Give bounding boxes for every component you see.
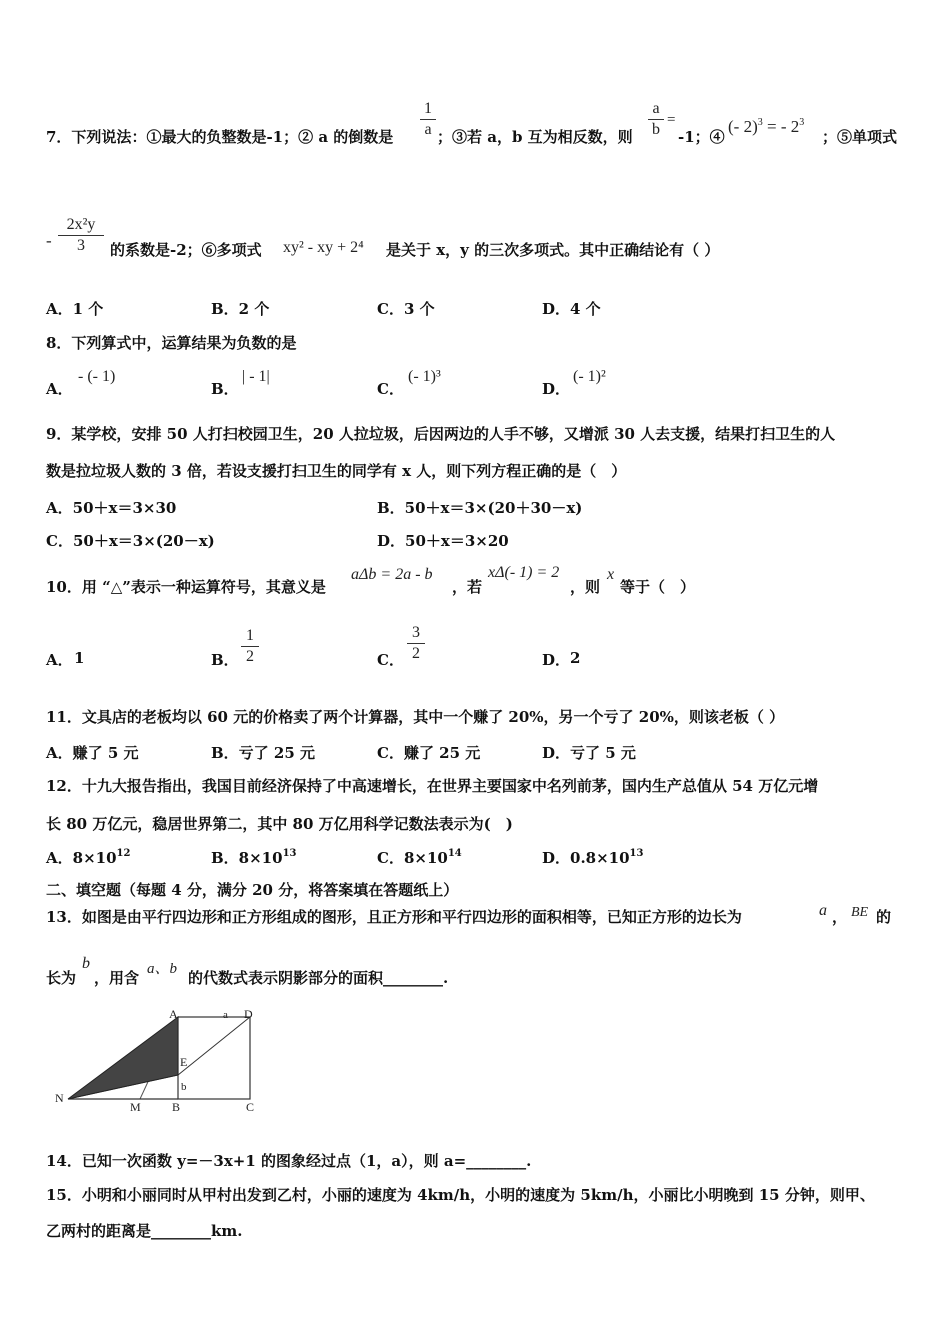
expr4-rhs: = - 2: [766, 117, 800, 136]
fraction-denominator: 3: [77, 237, 85, 254]
fraction-numerator: 2x²y: [66, 216, 96, 233]
q10-fraction-b: [241, 627, 259, 666]
q7-monomial-fraction: [58, 216, 104, 255]
fraction-denominator: a: [424, 121, 432, 138]
q11-option-a: A．赚了 5 元: [46, 744, 139, 762]
q13-var-be: BE: [851, 905, 869, 920]
label-D: D: [244, 1007, 253, 1021]
q8-label-c: C．: [377, 380, 404, 398]
q10-label-a: A．: [46, 651, 73, 669]
q10-text-3: ，则: [570, 578, 601, 596]
q8-stem: 8．下列算式中，运算结果为负数的是: [46, 334, 297, 352]
label-E: E: [180, 1055, 188, 1069]
option-exp: 12: [116, 848, 131, 859]
q13-sep: ，: [832, 908, 848, 926]
q13-var-a: a: [819, 902, 827, 919]
q13-var-b: b: [82, 955, 90, 972]
q9-line-2: 数是拉垃圾人数的 3 倍，若设支援打扫卫生的同学有 x 人，则下列方程正确的是（ ）: [46, 462, 627, 480]
option-exp: 13: [282, 848, 297, 859]
q7-option-c: C．3 个: [377, 300, 435, 318]
label-B: B: [172, 1100, 181, 1114]
q8-label-a: A．: [46, 380, 73, 398]
label-C: C: [246, 1100, 255, 1114]
q15-line-1: 15．小明和小丽同时从甲村出发到乙村，小丽的速度为 4km/h，小明的速度为 5km/h，小丽比小明晚到 15 分钟，则甲、: [46, 1186, 875, 1204]
fraction-denominator: 2: [246, 648, 254, 665]
q13-text-4: ，用含: [94, 969, 140, 987]
q13-text-3: 长为: [46, 969, 77, 987]
option-exp: 14: [447, 848, 462, 859]
q8-expr-b: | - 1|: [242, 368, 270, 385]
q9-line-1: 9．某学校，安排 50 人打扫校园卫生，20 人拉垃圾，后因两边的人手不够，又增派 30 人去支援，结果打扫卫生的人: [46, 425, 836, 443]
label-A: A: [169, 1007, 178, 1021]
q7-fraction-reciprocal: [420, 100, 436, 139]
q8-expr-a: - (- 1): [78, 368, 116, 385]
q10-label-b: B．: [211, 651, 239, 669]
q7-text-1: 7．下列说法：①最大的负整数是-1；② a 的倒数是: [46, 128, 394, 146]
label-N: N: [55, 1091, 64, 1105]
fraction-numerator: 1: [424, 100, 432, 117]
q11-option-d: D．亏了 5 元: [542, 744, 636, 762]
q7-text-3: -1；④: [678, 128, 725, 146]
q13-figure: [50, 1005, 270, 1120]
q7-option-d: D．4 个: [542, 300, 601, 318]
q10-text-1: 10．用 “△”表示一种运算符号，其意义是: [46, 578, 326, 596]
q13-text-2: 的: [876, 908, 892, 926]
q12-option-a: [46, 847, 130, 868]
shaded-region: [68, 1017, 178, 1099]
q10-text-2: ，若: [452, 578, 483, 596]
fraction-numerator: 1: [246, 627, 254, 644]
q10-label-d: D．: [542, 651, 571, 669]
q11-option-c: C．赚了 25 元: [377, 744, 481, 762]
q7-neg-sign: -: [46, 231, 52, 250]
q7-text-2: ；③若 a，b 互为相反数，则: [437, 128, 633, 146]
q7-expr4: [728, 117, 804, 137]
q10-var-x: x: [607, 566, 615, 583]
q10-fraction-c: [407, 624, 425, 663]
square-abcd: [178, 1017, 250, 1099]
fraction-denominator: b: [652, 121, 660, 138]
q7-fraction-a-over-b: [648, 100, 664, 139]
q8-label-d: D．: [542, 380, 571, 398]
q7-text-5: 的系数是-2；⑥多项式: [110, 241, 262, 259]
fraction-denominator: 2: [412, 645, 420, 662]
q9-option-c: C．50＋x＝3×(20－x): [46, 532, 215, 550]
label-a: a: [223, 1009, 228, 1021]
label-M: M: [130, 1100, 141, 1114]
q13-text-5: 的代数式表示阴影部分的面积________.: [188, 969, 449, 987]
fraction-numerator: a: [652, 100, 660, 117]
option-text: D．0.8×10: [542, 849, 630, 867]
q7-equals: =: [667, 112, 676, 128]
expr4-lhs: (- 2): [728, 117, 758, 136]
q8-label-b: B．: [211, 380, 239, 398]
q9-option-a: A．50＋x＝3×30: [46, 499, 177, 517]
option-text: A．8×10: [46, 849, 117, 867]
q11-stem: 11．文具店的老板均以 60 元的价格卖了两个计算器，其中一个赚了 20%，另一个亏了 20%，则该老板（ ）: [46, 708, 785, 726]
q8-expr-d: (- 1)²: [573, 368, 606, 385]
option-text: C．8×10: [377, 849, 448, 867]
expr4-exp: 3: [757, 117, 763, 128]
option-exp: 13: [629, 848, 644, 859]
q12-option-b: [211, 847, 296, 868]
q12-option-d: [542, 847, 643, 868]
q11-option-b: B．亏了 25 元: [211, 744, 315, 762]
option-text: B．8×10: [211, 849, 283, 867]
q7-option-b: B．2 个: [211, 300, 270, 318]
q12-option-c: [377, 847, 462, 868]
q10-condition: xΔ(- 1) = 2: [488, 564, 560, 581]
q15-line-2: 乙两村的距离是________km.: [46, 1222, 243, 1240]
q9-option-d: D．50＋x＝3×20: [377, 532, 509, 550]
q10-definition: aΔb = 2a - b: [351, 566, 433, 583]
q14-text: 14．已知一次函数 y=－3x+1 的图象经过点（1，a），则 a=________.: [46, 1152, 532, 1170]
q13-vars-ab: a、b: [147, 961, 178, 977]
q9-option-b: B．50＋x＝3×(20＋30－x): [377, 499, 583, 517]
expr4-rhs-exp: 3: [799, 117, 805, 128]
q10-text-4: 等于（ ）: [620, 578, 696, 596]
q8-expr-c: (- 1)³: [408, 368, 441, 385]
q12-line-1: 12．十九大报告指出，我国目前经济保持了中高速增长，在世界主要国家中名列前茅，国内生产总值从 54 万亿元增: [46, 777, 819, 795]
fraction-numerator: 3: [412, 624, 420, 641]
q10-label-c: C．: [377, 651, 404, 669]
section-heading-fill-in: 二、填空题（每题 4 分，满分 20 分，将答案填在答题纸上）: [46, 881, 459, 899]
q7-text-4: ；⑤单项式: [822, 128, 898, 146]
q7-option-a: A．1 个: [46, 300, 104, 318]
q10-value-a: 1: [74, 649, 85, 667]
q12-line-2: 长 80 万亿元，稳居世界第二，其中 80 万亿用科学记数法表示为( ): [46, 815, 513, 833]
q13-text-1: 13．如图是由平行四边形和正方形组成的图形，且正方形和平行四边形的面积相等，已知正方形的边长为: [46, 908, 742, 926]
q10-value-d: 2: [570, 649, 581, 667]
q7-polynomial: xy² - xy + 2⁴: [283, 239, 364, 256]
label-b: b: [181, 1081, 187, 1093]
q7-text-6: 是关于 x，y 的三次多项式。其中正确结论有（ ）: [386, 241, 720, 259]
diagonal-line: [178, 1017, 250, 1075]
